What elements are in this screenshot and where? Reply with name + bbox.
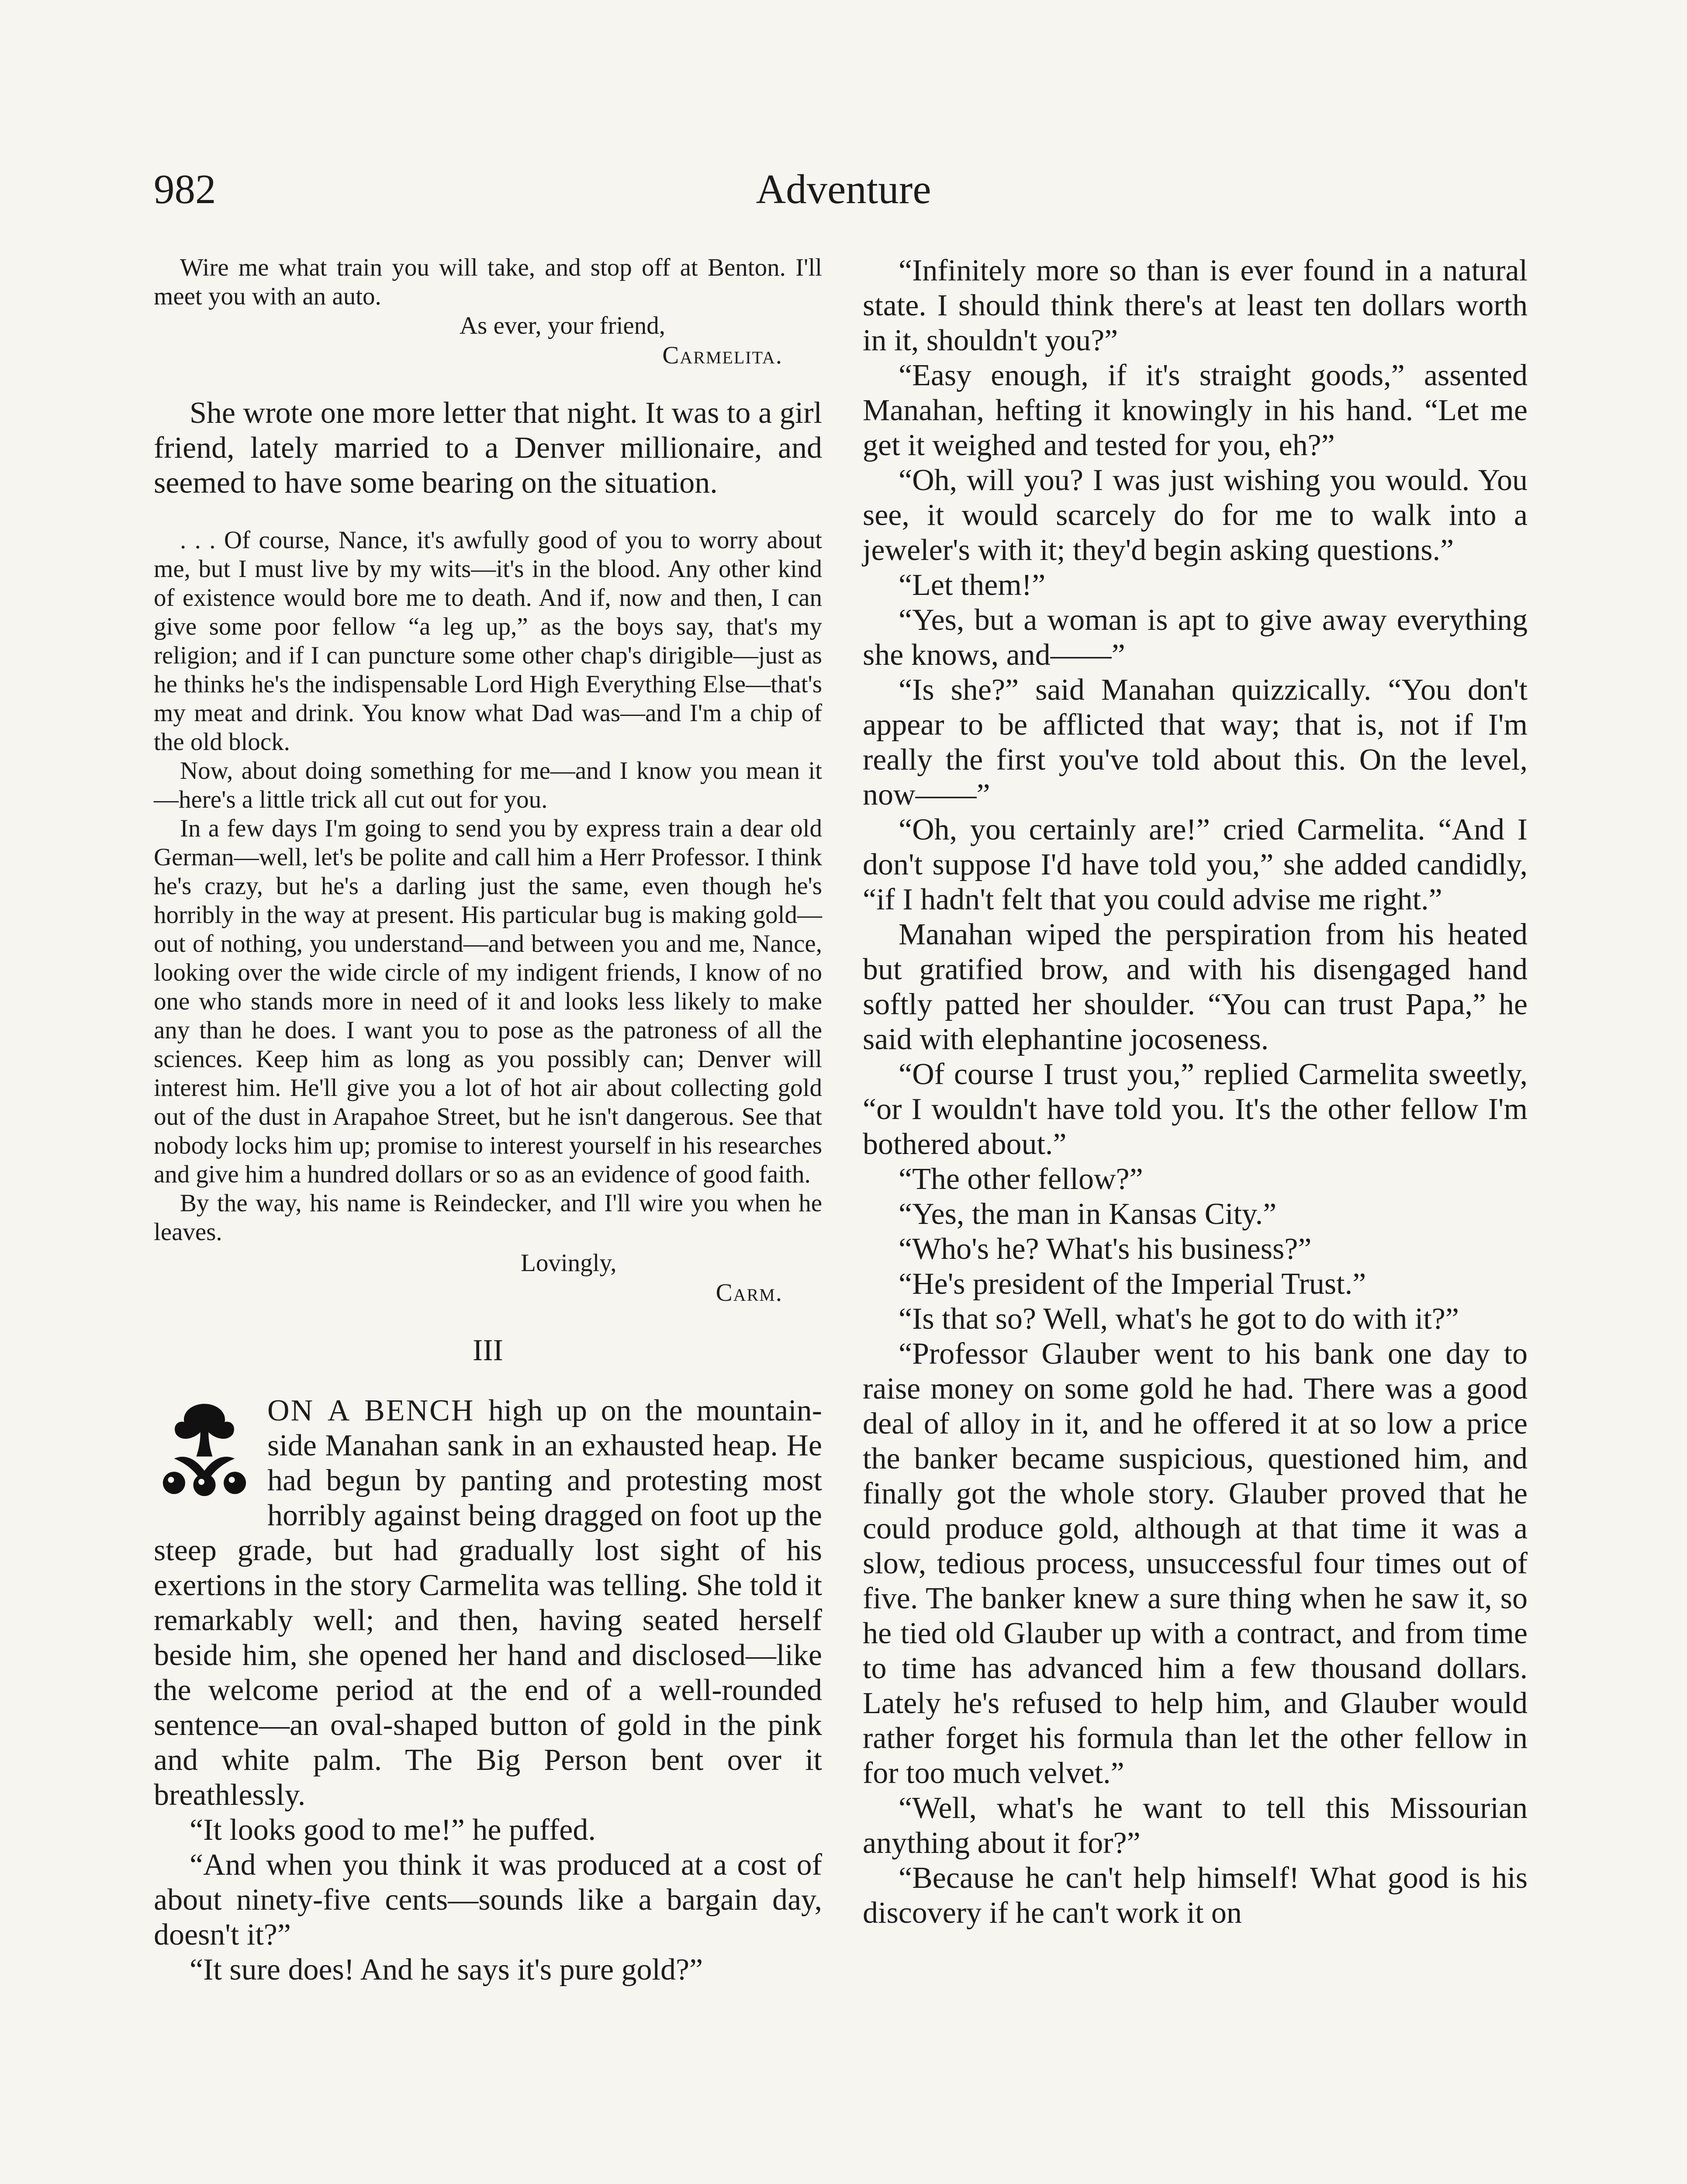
- opening-words: ON A BENCH: [267, 1394, 475, 1427]
- dialogue-line: “Well, what's he want to tell this Missourian anything about it for?”: [863, 1791, 1528, 1860]
- dialogue-line: “Of course I trust you,” replied Carmelita sweetly, “or I wouldn't have told you. It's the other fellow I'm bothered about.”: [863, 1057, 1528, 1161]
- dialogue-line: “He's president of the Imperial Trust.”: [899, 1267, 1366, 1301]
- dialogue-line: “Oh, you certainly are!” cried Carmelita. “And I don't suppose I'd have told you,” she added candidly, “if I hadn't felt that you could advise me right.”: [863, 813, 1528, 916]
- section-numeral: III: [473, 1334, 503, 1367]
- body-paragraph: Manahan wiped the perspiration from his heated but gratified brow, and with his disengaged hand softly patted her shoulder. “You can trust Papa,” he said with elephantine jocoseness.: [863, 918, 1528, 1056]
- letter-closing: As ever, your friend,: [460, 312, 665, 339]
- letter-signature: Carmelita.: [662, 342, 783, 369]
- ornament-icon: [154, 1398, 255, 1499]
- dialogue-line: “Because he can't help himself! What good is his discovery if he can't work it on: [863, 1861, 1528, 1930]
- dialogue-line: “Infinitely more so than is ever found in a natural state. I should think there's at least ten dollars worth in it, shouldn't you?”: [863, 254, 1528, 357]
- letter-paragraph: . . . Of course, Nance, it's awfully good of you to worry about me, but I must live by my wits—it's in the blood. Any other kind of existence would bore me to death. And if, now and then, I can give some poor fellow “a leg up,” as the boys say, that's my religion; and if I can puncture some other chap's dirigible—just as he thinks he's the indispensable Lord High Everything Else—that's my meat and drink. You know what Dad was—and I'm a chip of the old block.: [154, 526, 822, 756]
- letter-paragraph: By the way, his name is Reindecker, and I'll wire you when he leaves.: [154, 1189, 822, 1246]
- magazine-title: Adventure: [756, 166, 931, 212]
- dialogue-line: “Let them!”: [899, 568, 1046, 602]
- letter-text: Wire me what train you will take, and stop off at Benton. I'll meet you with an auto.: [154, 254, 822, 310]
- dialogue-line: “It looks good to me!” he puffed.: [190, 1813, 596, 1847]
- letter-paragraph: In a few days I'm going to send you by express train a dear old German—well, let's be polite and call him a Herr Professor. I think he's crazy, but he's a darling just the same, even though he's horribly in the way at present. His particular bug is making gold—out of nothing, you understand—and between you and me, Nance, looking over the wide circle of my indigent friends, I know of no one who stands more in need of it and looks less likely to make any than he does. I want you to pose as the patroness of all the sciences. Keep him as long as you possibly can; Denver will interest him. He'll give you a lot of hot air about collecting gold out of the dust in Arapahoe Street, but he isn't dangerous. See that nobody locks him up; promise to interest yourself in his researches and give him a hundred dollars or so as an evidence of good faith.: [154, 815, 822, 1188]
- letter-closing: Lovingly,: [521, 1249, 617, 1277]
- dialogue-line: “Easy enough, if it's straight goods,” assented Manahan, hefting it knowingly in his hand. “Let me get it weighed and tested for you, eh?”: [863, 359, 1528, 462]
- left-column: [154, 253, 822, 1987]
- letter-paragraph: Now, about doing something for me—and I know you mean it—here's a little trick all cut out for you.: [154, 757, 822, 813]
- dialogue-line: “Is she?” said Manahan quizzically. “You don't appear to be afflicted that way; that is, not if I'm really the first you've told about this. On the level, now——”: [863, 673, 1528, 812]
- right-column: [863, 253, 1528, 1931]
- page-number: 982: [154, 166, 216, 212]
- opening-paragraph-text: high up on the mountain-side Manahan sank in an exhausted heap. He had begun by panting and protesting most horribly against being dragged on foot up the steep grade, but had gradually lost sight of his exertions in the story Carmelita was telling. She told it remarkably well; and then, having seated herself beside him, she opened her hand and disclosed—like the welcome period at the end of a well-rounded sentence—an oval-shaped button of gold in the pink and white palm. The Big Person bent over it breathlessly.: [154, 1394, 822, 1812]
- dialogue-line: “Professor Glauber went to his bank one day to raise money on some gold he had. There was a good deal of alloy in it, and he offered it at so low a price the banker became suspicious, questioned him, and finally got the whole story. Glauber proved that he could produce gold, although at that time it was a slow, tedious process, unsuccessful four times out of five. The banker knew a sure thing when he saw it, so he tied old Glauber up with a contract, and from time to time has advanced him a few thousand dollars. Lately he's refused to help him, and Glauber would rather forget his formula than let the other fellow in for too much velvet.”: [863, 1337, 1528, 1790]
- dialogue-line: “Oh, will you? I was just wishing you would. You see, it would scarcely do for me to walk into a jeweler's with it; they'd begin asking questions.”: [863, 463, 1528, 567]
- dialogue-line: “Who's he? What's his business?”: [899, 1232, 1312, 1266]
- dialogue-line: “Yes, but a woman is apt to give away everything she knows, and——”: [863, 603, 1528, 672]
- dialogue-line: “The other fellow?”: [899, 1162, 1143, 1196]
- body-paragraph: She wrote one more letter that night. It was to a girl friend, lately married to a Denver millionaire, and seemed to have some bearing on the situation.: [154, 396, 822, 500]
- dialogue-line: “And when you think it was produced at a cost of about ninety-five cents—sounds like a bargain day, doesn't it?”: [154, 1848, 822, 1952]
- letter-signature: Carm.: [716, 1279, 783, 1306]
- dialogue-line: “It sure does! And he says it's pure gold?”: [190, 1953, 703, 1987]
- dialogue-line: “Yes, the man in Kansas City.”: [899, 1197, 1277, 1231]
- dialogue-line: “Is that so? Well, what's he got to do with it?”: [899, 1302, 1459, 1336]
